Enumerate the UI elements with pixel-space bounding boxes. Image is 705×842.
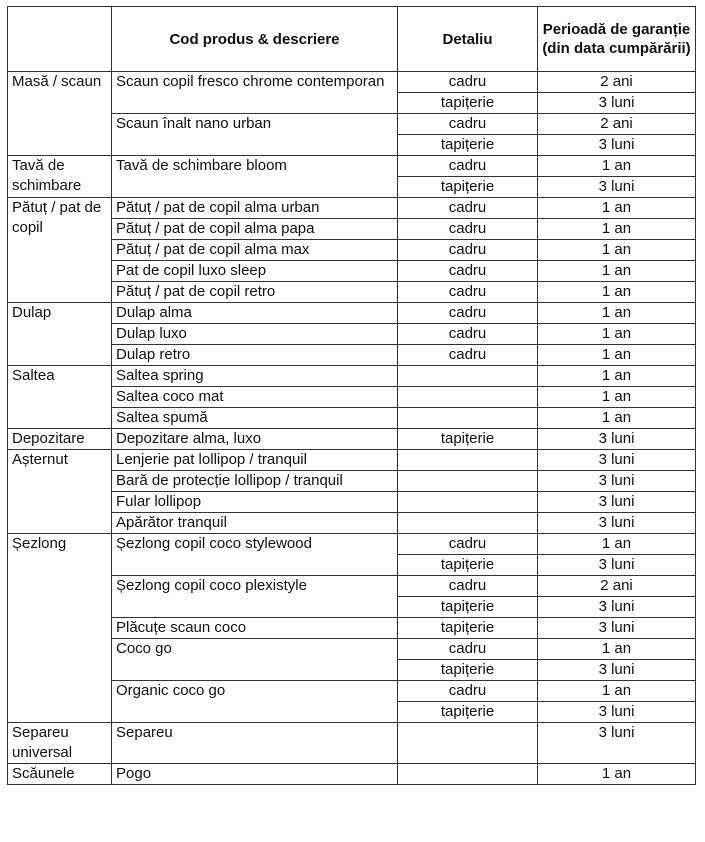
detail-cell: cadru: [398, 156, 538, 177]
warranty-cell: 3 luni: [538, 450, 696, 471]
table-row: [8, 156, 696, 177]
detail-cell: tapițerie: [398, 702, 538, 723]
table-body: [8, 72, 696, 785]
warranty-cell: 1 an: [538, 345, 696, 366]
detail-cell: tapițerie: [398, 555, 538, 576]
warranty-cell: 3 luni: [538, 702, 696, 723]
detail-cell: [398, 513, 538, 534]
detail-cell: [398, 450, 538, 471]
detail-cell: [398, 408, 538, 429]
product-cell: Pătuț / pat de copil alma papa: [112, 219, 398, 240]
detail-cell: cadru: [398, 72, 538, 93]
table-row: [8, 723, 696, 764]
warranty-table: [7, 6, 696, 785]
warranty-cell: 1 an: [538, 219, 696, 240]
warranty-table-container: [7, 6, 696, 785]
table-row: [8, 492, 696, 513]
detail-cell: tapițerie: [398, 177, 538, 198]
table-row: [8, 240, 696, 261]
detail-cell: [398, 387, 538, 408]
product-cell: Lenjerie pat lollipop / tranquil: [112, 450, 398, 471]
warranty-cell: 3 luni: [538, 135, 696, 156]
detail-cell: cadru: [398, 219, 538, 240]
detail-cell: tapițerie: [398, 618, 538, 639]
detail-cell: cadru: [398, 198, 538, 219]
header-warranty: Perioadă de garanție (din data cumpărării): [538, 7, 696, 72]
warranty-cell: 3 luni: [538, 429, 696, 450]
warranty-cell: 1 an: [538, 240, 696, 261]
warranty-cell: 3 luni: [538, 93, 696, 114]
warranty-cell: 1 an: [538, 639, 696, 660]
header-category: [8, 7, 112, 72]
table-row: [8, 429, 696, 450]
category-cell: Tavă de schimbare: [8, 156, 112, 198]
table-row: [8, 450, 696, 471]
detail-cell: [398, 366, 538, 387]
detail-cell: cadru: [398, 345, 538, 366]
table-row: [8, 513, 696, 534]
warranty-cell: 3 luni: [538, 471, 696, 492]
detail-cell: cadru: [398, 114, 538, 135]
warranty-cell: 1 an: [538, 303, 696, 324]
product-cell: Tavă de schimbare bloom: [112, 156, 398, 198]
table-row: [8, 618, 696, 639]
table-row: [8, 387, 696, 408]
warranty-cell: 3 luni: [538, 597, 696, 618]
table-row: [8, 324, 696, 345]
detail-cell: tapițerie: [398, 135, 538, 156]
detail-cell: [398, 723, 538, 764]
warranty-cell: 2 ani: [538, 72, 696, 93]
table-row: [8, 219, 696, 240]
table-row: [8, 282, 696, 303]
table-row: [8, 366, 696, 387]
table-row: [8, 408, 696, 429]
warranty-cell: 1 an: [538, 198, 696, 219]
table-row: [8, 471, 696, 492]
detail-cell: tapițerie: [398, 597, 538, 618]
product-cell: Dulap alma: [112, 303, 398, 324]
product-cell: Scaun copil fresco chrome contemporan: [112, 72, 398, 114]
product-cell: Saltea coco mat: [112, 387, 398, 408]
product-cell: Fular lollipop: [112, 492, 398, 513]
category-cell: Pătuț / pat de copil: [8, 198, 112, 303]
product-cell: Dulap luxo: [112, 324, 398, 345]
product-cell: Saltea spring: [112, 366, 398, 387]
category-cell: Masă / scaun: [8, 72, 112, 156]
category-cell: Saltea: [8, 366, 112, 429]
table-row: [8, 639, 696, 660]
product-cell: Dulap retro: [112, 345, 398, 366]
table-row: [8, 345, 696, 366]
table-row: [8, 681, 696, 702]
product-cell: Pătuț / pat de copil alma max: [112, 240, 398, 261]
product-cell: Separeu: [112, 723, 398, 764]
warranty-cell: 3 luni: [538, 177, 696, 198]
warranty-cell: 2 ani: [538, 576, 696, 597]
table-header-row: [8, 7, 696, 72]
product-cell: Organic coco go: [112, 681, 398, 723]
product-cell: Șezlong copil coco plexistyle: [112, 576, 398, 618]
category-cell: Șezlong: [8, 534, 112, 723]
warranty-cell: 1 an: [538, 387, 696, 408]
product-cell: Scaun înalt nano urban: [112, 114, 398, 156]
table-row: [8, 534, 696, 555]
product-cell: Șezlong copil coco stylewood: [112, 534, 398, 576]
category-cell: Așternut: [8, 450, 112, 534]
warranty-cell: 1 an: [538, 366, 696, 387]
product-cell: Pat de copil luxo sleep: [112, 261, 398, 282]
warranty-cell: 1 an: [538, 156, 696, 177]
product-cell: Depozitare alma, luxo: [112, 429, 398, 450]
detail-cell: tapițerie: [398, 660, 538, 681]
product-cell: Pogo: [112, 764, 398, 785]
table-row: [8, 764, 696, 785]
detail-cell: cadru: [398, 324, 538, 345]
detail-cell: cadru: [398, 261, 538, 282]
warranty-cell: 3 luni: [538, 513, 696, 534]
table-row: [8, 114, 696, 135]
warranty-cell: 1 an: [538, 534, 696, 555]
detail-cell: cadru: [398, 639, 538, 660]
detail-cell: [398, 492, 538, 513]
detail-cell: [398, 764, 538, 785]
table-row: [8, 576, 696, 597]
detail-cell: cadru: [398, 681, 538, 702]
detail-cell: tapițerie: [398, 429, 538, 450]
warranty-cell: 1 an: [538, 324, 696, 345]
warranty-cell: 3 luni: [538, 723, 696, 764]
warranty-cell: 1 an: [538, 681, 696, 702]
detail-cell: cadru: [398, 282, 538, 303]
warranty-cell: 1 an: [538, 282, 696, 303]
detail-cell: [398, 471, 538, 492]
detail-cell: cadru: [398, 240, 538, 261]
warranty-cell: 1 an: [538, 261, 696, 282]
table-row: [8, 198, 696, 219]
product-cell: Saltea spumă: [112, 408, 398, 429]
warranty-cell: 3 luni: [538, 618, 696, 639]
warranty-cell: 3 luni: [538, 492, 696, 513]
table-row: [8, 261, 696, 282]
product-cell: Plăcuțe scaun coco: [112, 618, 398, 639]
category-cell: Scăunele: [8, 764, 112, 785]
category-cell: Separeu universal: [8, 723, 112, 764]
warranty-cell: 1 an: [538, 408, 696, 429]
detail-cell: tapițerie: [398, 93, 538, 114]
product-cell: Bară de protecție lollipop / tranquil: [112, 471, 398, 492]
product-cell: Apărător tranquil: [112, 513, 398, 534]
warranty-cell: 3 luni: [538, 555, 696, 576]
detail-cell: cadru: [398, 303, 538, 324]
detail-cell: cadru: [398, 534, 538, 555]
warranty-cell: 3 luni: [538, 660, 696, 681]
table-row: [8, 72, 696, 93]
product-cell: Pătuț / pat de copil alma urban: [112, 198, 398, 219]
header-detail: Detaliu: [398, 7, 538, 72]
category-cell: Dulap: [8, 303, 112, 366]
warranty-cell: 1 an: [538, 764, 696, 785]
warranty-cell: 2 ani: [538, 114, 696, 135]
header-product: Cod produs & descriere: [112, 7, 398, 72]
table-row: [8, 303, 696, 324]
detail-cell: cadru: [398, 576, 538, 597]
product-cell: Pătuț / pat de copil retro: [112, 282, 398, 303]
product-cell: Coco go: [112, 639, 398, 681]
category-cell: Depozitare: [8, 429, 112, 450]
